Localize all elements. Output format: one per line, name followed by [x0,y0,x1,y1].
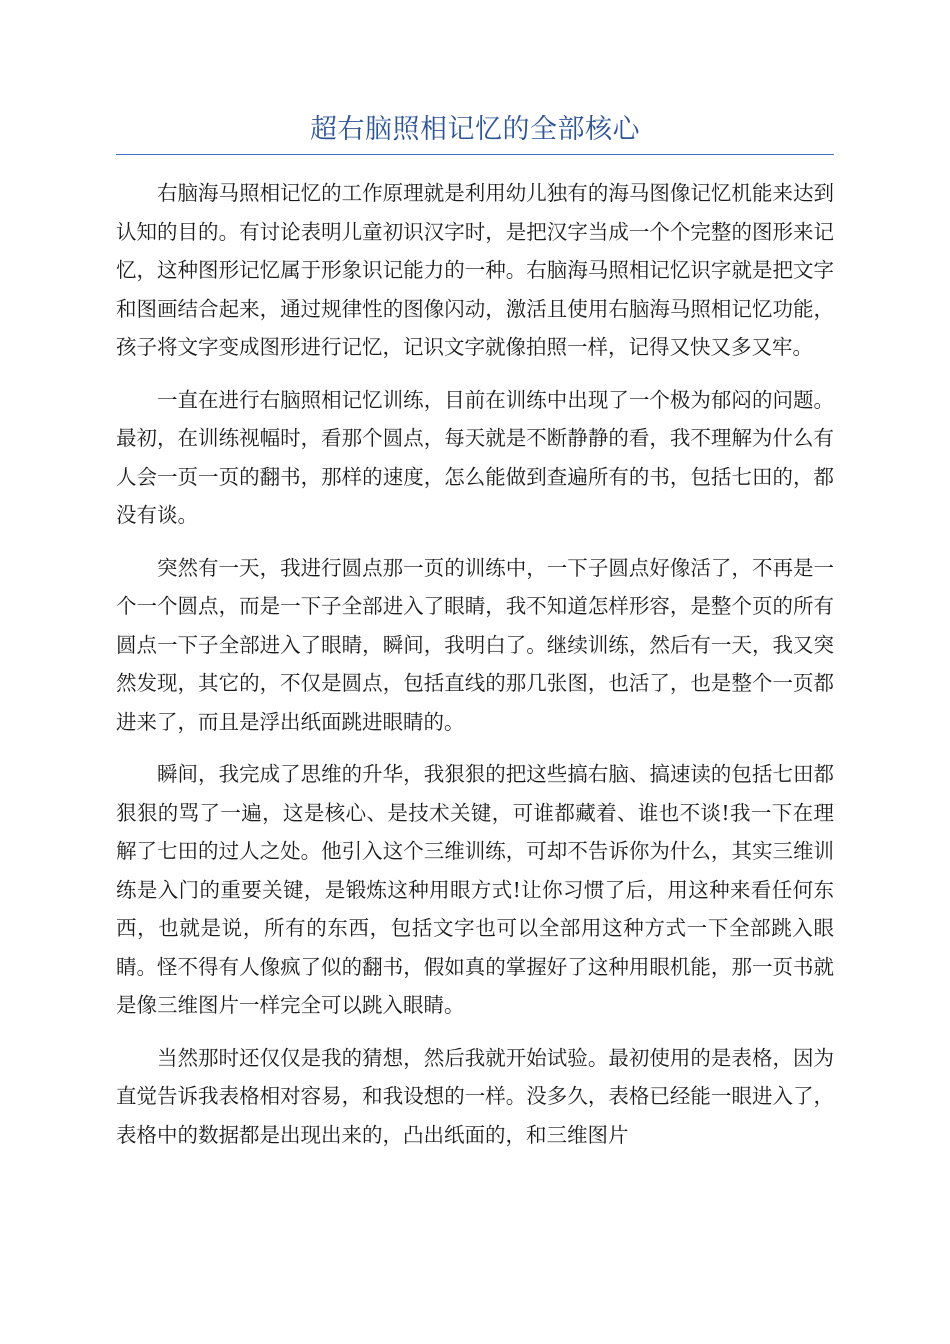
paragraph-2: 一直在进行右脑照相记忆训练，目前在训练中出现了一个极为郁闷的问题。最初，在训练视幅时，看那个圆点，每天就是不断静静的看，我不理解为什么有人会一页一页的翻书，那样的速度，怎么能做到查遍所有的书，包括七田的，都没有谈。 [116,387,834,527]
paragraph-4: 瞬间，我完成了思维的升华，我狠狠的把这些搞右脑、搞速读的包括七田都狠狠的骂了一遍，这是核心、是技术关键，可谁都藏着、谁也不谈!我一下在理解了七田的过人之处。他引入这个三维训练，可却不告诉你为什么，其实三维训练是入门的重要关键，是锻炼这种用眼方式!让你习惯了后，用这种来看任何东西，也就是说，所有的东西，包括文字也可以全部用这种方式一下全部跳入眼睛。怪不得有人像疯了似的翻书，假如真的掌握好了这种用眼机能，那一页书就是像三维图片一样完全可以跳入眼睛。 [116,762,834,1017]
document-body [116,174,834,1168]
document-title: 超右脑照相记忆的全部核心 [310,114,640,145]
paragraph-3: 突然有一天，我进行圆点那一页的训练中，一下子圆点好像活了，不再是一个一个圆点，而是一下子全部进入了眼睛，我不知道怎样形容，是整个页的所有圆点一下子全部进入了眼睛，瞬间，我明白了。继续训练，然后有一天，我又突然发现，其它的，不仅是圆点，包括直线的那几张图，也活了，也是整个一页都进来了，而且是浮出纸面跳进眼睛的。 [116,555,834,734]
title-underline [116,154,834,155]
paragraph-5: 当然那时还仅仅是我的猜想，然后我就开始试验。最初使用的是表格，因为直觉告诉我表格相对容易，和我设想的一样。没多久，表格已经能一眼进入了，表格中的数据都是出现出来的，凸出纸面的，和三维图片 [116,1045,834,1147]
paragraph-1: 右脑海马照相记忆的工作原理就是利用幼儿独有的海马图像记忆机能来达到认知的目的。有讨论表明儿童初识汉字时，是把汉字当成一个个完整的图形来记忆，这种图形记忆属于形象识记能力的一种。右脑海马照相记忆识字就是把文字和图画结合起来，通过规律性的图像闪动，激活且使用右脑海马照相记忆功能，孩子将文字变成图形进行记忆，记识文字就像拍照一样，记得又快又多又牢。 [116,181,834,359]
